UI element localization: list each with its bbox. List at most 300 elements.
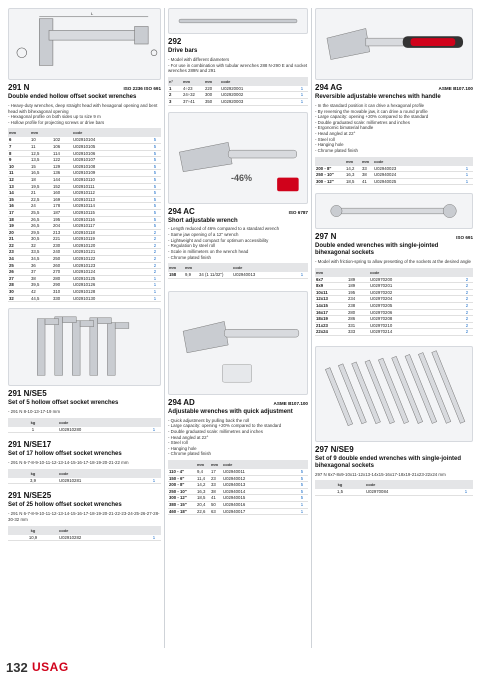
table-cell: 23 <box>8 249 30 256</box>
table-cell: 24 <box>30 203 52 210</box>
table-cell: U02910112 <box>72 190 149 197</box>
table-row <box>315 309 473 316</box>
desc-291n-se25: - 291 N 6-7-8-9-10-11-12-13-14-15-16-17-18-19-20-21-22-23-24-25-26-27-28-30-32 mm <box>8 511 160 522</box>
table-cell: 2 <box>149 236 161 243</box>
table-cell: 63 <box>210 508 222 515</box>
table-cell: U02940015 <box>222 495 296 502</box>
table-cell: 19,5 <box>30 183 52 190</box>
table-cell: 12x13 <box>315 296 347 303</box>
table-row <box>8 269 161 276</box>
standard-297n: ISO 691 <box>456 235 473 241</box>
table-row <box>8 282 161 289</box>
feature-item: - Regulation by steel roll <box>168 243 216 249</box>
diagram-dimension-label: L <box>91 11 94 16</box>
wrench-set-drawing <box>316 347 472 441</box>
feature-item: - Chrome plated finish <box>168 254 211 260</box>
table-cell: 1 <box>461 166 473 172</box>
table-cell: 1 <box>149 295 161 302</box>
table-cell: 234 <box>347 296 369 303</box>
col-range: mm <box>182 77 204 86</box>
table-cell: 2 <box>461 329 473 336</box>
table-cell: 21x23 <box>315 322 347 329</box>
cell-qty: 1 <box>459 489 473 495</box>
standard-294ag: ASME B107.100 <box>438 86 473 91</box>
table-cell: 17 <box>210 469 222 475</box>
table-cell: 2 <box>461 283 473 290</box>
table-cell: U02910125 <box>72 275 149 282</box>
table-cell: 12 <box>8 176 30 183</box>
table-cell: 34,5 <box>30 256 52 263</box>
table-cell: U02910106 <box>72 150 149 157</box>
table-cell: 160 <box>52 190 72 197</box>
table-cell: U02920002 <box>220 92 296 99</box>
table-cell: 42 <box>30 289 52 296</box>
table-cell: U02940024 <box>373 172 461 179</box>
standard-291n: ISO 2236 ISO 691 <box>123 86 161 91</box>
table-cell: 2 <box>461 277 473 283</box>
table-297n <box>315 268 473 336</box>
product-code-294ag: 294 AG <box>315 83 343 92</box>
features-294ac <box>168 226 308 260</box>
table-cell: 18 <box>30 176 52 183</box>
table-cell: 110 - 4" <box>168 469 196 475</box>
table-cell: U02910105 <box>72 143 149 150</box>
table-cell: 41 <box>361 178 373 185</box>
table-cell: U02910124 <box>72 269 149 276</box>
table-cell: 1 <box>149 275 161 282</box>
col-length <box>52 128 72 137</box>
table-cell: 29,5 <box>30 229 52 236</box>
col-opening: mm <box>210 460 222 469</box>
table-292 <box>168 77 308 106</box>
product-code-297n: 297 N <box>315 232 337 242</box>
table-cell: 152 <box>52 183 72 190</box>
table-cell: 14,2 <box>345 166 361 172</box>
table-cell: U02970201 <box>369 283 461 290</box>
cell-kg: 1,5 <box>315 489 365 495</box>
table-cell: 2 <box>149 242 161 249</box>
jointed-wrench-drawing <box>316 194 472 228</box>
feature-item: - Chrome plated finish <box>168 451 211 457</box>
table-cell: 2 <box>149 256 161 263</box>
table-row <box>315 322 473 329</box>
table-cell: 25,5 <box>30 209 52 216</box>
cell-qty: 1 <box>147 478 161 484</box>
feature-item: - Large capacity: opening +20% compared to the standard <box>315 114 429 120</box>
product-code-291n-se25: 291 N/SE25 <box>8 491 52 501</box>
table-cell: 36 <box>30 262 52 269</box>
table-cell: 250 <box>52 256 72 263</box>
table-cell: 18 <box>8 216 30 223</box>
table-row <box>315 172 473 179</box>
table-cell: 5 <box>149 170 161 177</box>
table-row <box>8 150 161 157</box>
table-cell: 331 <box>347 322 369 329</box>
table-cell: 200 - 8" <box>315 166 345 172</box>
table-cell: 290 <box>52 282 72 289</box>
table-cell: 136 <box>52 170 72 177</box>
table-cell: 10x11 <box>315 289 347 296</box>
table-cell: U02910109 <box>72 170 149 177</box>
table-cell: 10 <box>30 137 52 143</box>
table-row <box>8 190 161 197</box>
cell-qty: 1 <box>296 272 308 278</box>
table-cell: 102 <box>52 137 72 143</box>
features-291n <box>8 103 161 126</box>
col-code: code <box>365 480 459 489</box>
table-cell: 32 <box>30 242 52 249</box>
table-cell: 17 <box>8 209 30 216</box>
adjustable-wrench-drawing <box>169 292 307 394</box>
table-cell: U02970200 <box>369 277 461 283</box>
feature-item: - Head angled at 22° <box>168 434 209 440</box>
feature-item: - Model with friction-spring to allow presetting of the sockets at the desired angle <box>315 259 471 265</box>
feature-item: - Large capacity: opening +20% compared to the standard <box>168 423 282 429</box>
table-cell: 8 <box>8 150 30 157</box>
table-cell: U02910121 <box>72 249 149 256</box>
cell-kg: 10,9 <box>8 535 58 541</box>
table-cell: 32 <box>8 295 30 302</box>
table-cell: 150 - 6" <box>168 475 196 482</box>
table-cell: 18x19 <box>315 316 347 323</box>
cell-code: U02940013 <box>232 272 296 278</box>
table-cell: U02920003 <box>220 98 296 105</box>
feature-item: - By reversing the movable jaw, it can drive a round profile <box>315 108 428 114</box>
feature-item: - Scale in millimeters on the wrench head <box>168 248 249 254</box>
table-cell: U02910116 <box>72 216 149 223</box>
adjustable-wrench-drawing <box>169 113 307 203</box>
feature-item: - Double graduated scale: millimetres and inches <box>315 119 410 125</box>
table-cell: 5 <box>149 176 161 183</box>
table-cell: 9 <box>8 157 30 164</box>
table-row <box>8 196 161 203</box>
features-292 <box>168 57 308 74</box>
title-297n-se9: Set of 9 double ended wrenches with single-jointed bihexagonal sockets <box>315 456 462 469</box>
table-cell: 2 <box>461 322 473 329</box>
table-cell: 44,5 <box>30 295 52 302</box>
col-size <box>168 460 196 469</box>
table-row <box>315 489 473 495</box>
table-cell: 350 <box>204 98 220 105</box>
table-cell: U02910107 <box>72 157 149 164</box>
table-row <box>8 427 161 433</box>
table-cell: U02940017 <box>222 508 296 515</box>
table-row <box>8 157 161 164</box>
table-cell: 26,5 <box>30 223 52 230</box>
table-cell: 33 <box>210 482 222 489</box>
table-cell: 333 <box>347 329 369 336</box>
table-cell: 1 <box>168 86 182 92</box>
table-cell: U02910110 <box>72 176 149 183</box>
table-cell: 5 <box>149 183 161 190</box>
table-cell: 1 <box>296 86 308 92</box>
table-cell: 33,5 <box>30 249 52 256</box>
table-cell: 189 <box>347 277 369 283</box>
table-cell: 221 <box>52 236 72 243</box>
feature-item: - Head angled at 22° <box>315 131 356 137</box>
table-cell: 189 <box>347 283 369 290</box>
col-size <box>315 157 345 166</box>
column-right <box>315 8 473 496</box>
col-qty <box>296 460 308 469</box>
wrench-294ag-image <box>315 8 473 80</box>
title-294ag: Reversible adjustable wrenches with handle <box>315 94 441 100</box>
table-cell: U02910113 <box>72 196 149 203</box>
col-code: code <box>58 526 147 535</box>
col-qty <box>459 480 473 489</box>
table-297n-se9 <box>315 480 473 496</box>
table-cell: 1 <box>296 508 308 515</box>
table-cell: 169 <box>52 196 72 203</box>
table-cell: 5 <box>296 475 308 482</box>
col-length: mm <box>168 263 184 272</box>
wrench-297n-image <box>315 193 473 229</box>
table-cell: 270 <box>52 269 72 276</box>
table-cell: 286 <box>347 316 369 323</box>
table-cell: 20,4 <box>196 502 210 509</box>
table-cell: 13 <box>8 183 30 190</box>
table-cell: 16 <box>8 203 30 210</box>
table-cell: 250 - 10" <box>315 172 345 179</box>
table-cell: 22,6 <box>196 508 210 515</box>
col-diameter: mm <box>30 128 52 137</box>
table-cell: 39,5 <box>30 282 52 289</box>
feature-item: - Double graduated scale: millimetres and inches <box>168 428 263 434</box>
brand-logo: USAG <box>32 660 69 674</box>
title-291n-se25: Set of 25 hollow offset socket wrenches <box>8 502 122 509</box>
table-cell: 280 <box>347 309 369 316</box>
table-cell: 1 <box>149 282 161 289</box>
table-cell: 13,5 <box>30 157 52 164</box>
product-code-292: 292 <box>168 37 182 46</box>
table-row <box>315 289 473 296</box>
table-cell: 204 <box>52 223 72 230</box>
table-cell: 213 <box>52 229 72 236</box>
col-kg: kg <box>8 418 58 427</box>
table-cell: 16x17 <box>315 309 347 316</box>
table-cell: 14,2 <box>196 482 210 489</box>
table-row <box>168 502 308 509</box>
table-cell: 11 <box>8 170 30 177</box>
feature-item: - In the standard position it can drive a hexagonal profile <box>315 102 425 108</box>
cell-qty: 1 <box>147 535 161 541</box>
table-cell: U02970206 <box>369 309 461 316</box>
table-cell: 10 <box>8 163 30 170</box>
table-cell: 300 - 12" <box>168 495 196 502</box>
table-cell: 195 <box>347 289 369 296</box>
drive-bar-image <box>168 8 308 34</box>
product-code-291n-se17: 291 N/SE17 <box>8 440 52 450</box>
table-row <box>8 295 161 302</box>
table-row <box>8 209 161 216</box>
table-row <box>315 329 473 336</box>
table-row <box>8 256 161 263</box>
table-cell: U02910126 <box>72 282 149 289</box>
table-row <box>168 272 308 278</box>
table-cell: 238 <box>347 303 369 310</box>
title-291n-se17: Set of 17 hollow offset socket wrenches <box>8 451 122 458</box>
desc-291n-se5: - 291 N 8-10-13-17-19 mm <box>8 409 60 415</box>
table-cell: 27 <box>8 275 30 282</box>
table-cell: 250 - 10" <box>168 488 196 495</box>
table-cell: 460 - 18" <box>168 508 196 515</box>
table-cell: 5 <box>149 143 161 150</box>
table-row <box>315 316 473 323</box>
table-cell: U02910114 <box>72 203 149 210</box>
wrench-set-drawing <box>9 309 160 385</box>
table-291n-se17 <box>8 469 161 485</box>
table-cell: 300 - 12" <box>315 178 345 185</box>
table-cell: U02940011 <box>222 469 296 475</box>
table-cell: 28 <box>8 282 30 289</box>
table-cell: 5 <box>149 163 161 170</box>
cell-code: U02970084 <box>365 489 459 495</box>
product-code-294ac: 294 AC <box>168 206 195 216</box>
col-thickness: mm <box>184 263 198 272</box>
table-row <box>315 283 473 290</box>
table-cell: 5 <box>149 223 161 230</box>
feature-item: - Length reduced of 46% compared to a standard wrench <box>168 226 280 232</box>
table-cell: 16,3 <box>345 172 361 179</box>
table-cell: 5 <box>149 137 161 143</box>
col-length <box>347 268 369 277</box>
table-cell: 5 <box>149 157 161 164</box>
table-cell: U02910128 <box>72 289 149 296</box>
table-cell: 14x15 <box>315 303 347 310</box>
feature-item: - Model with different diameters <box>168 56 230 62</box>
cell-code: U02910282 <box>58 535 147 541</box>
table-cell: 4÷23 <box>182 86 204 92</box>
table-cell: 21 <box>8 236 30 243</box>
col-qty <box>147 418 161 427</box>
feature-item: - Steel roll <box>168 440 188 446</box>
table-cell: U02940014 <box>222 488 296 495</box>
set-297n-se9-image <box>315 346 473 442</box>
feature-item: - Hexagonal profile on both sides up to size 9 m <box>8 114 101 120</box>
table-cell: 5 <box>149 196 161 203</box>
table-row <box>8 229 161 236</box>
table-cell: U02910117 <box>72 223 149 230</box>
page-number: 132 <box>6 660 28 675</box>
table-cell: 3 <box>168 98 182 105</box>
drive-bar-drawing <box>169 9 307 33</box>
table-cell: 37 <box>30 269 52 276</box>
table-cell: 122 <box>52 157 72 164</box>
standard-294ac: ISO 6787 <box>288 209 308 215</box>
col-qty <box>296 77 308 86</box>
table-291n <box>8 128 161 302</box>
table-cell: 380 - 15" <box>168 502 196 509</box>
cell-length: 158 <box>168 272 184 278</box>
table-row <box>315 296 473 303</box>
col-qty <box>147 469 161 478</box>
table-cell: U02970208 <box>369 316 461 323</box>
feature-item: - Ergonomic bimaterial handle <box>315 125 374 131</box>
desc-291n-se17: - 291 N 6-7-8-9-10-11-12-13-14-15-16-17-18-19-20-21-22 mm <box>8 460 129 466</box>
table-cell: U02910118 <box>72 229 149 236</box>
col-opening: mm <box>361 157 373 166</box>
table-cell: 2 <box>149 269 161 276</box>
title-292: Drive bars <box>168 48 198 54</box>
col-thickness: mm <box>345 157 361 166</box>
cell-code: U02910281 <box>58 478 147 484</box>
table-cell: 25 <box>8 262 30 269</box>
table-cell: 187 <box>52 209 72 216</box>
col-qty <box>461 268 473 277</box>
product-code-291n-se5: 291 N/SE5 <box>8 389 47 399</box>
col-code: code <box>222 460 296 469</box>
table-cell: 24 <box>8 256 30 263</box>
table-row <box>8 242 161 249</box>
table-cell: 38 <box>30 275 52 282</box>
table-cell: U02910115 <box>72 209 149 216</box>
table-row <box>8 535 161 541</box>
table-row <box>8 183 161 190</box>
col-code: code <box>58 469 147 478</box>
features-294ad <box>168 418 308 457</box>
table-cell: 50 <box>210 502 222 509</box>
col-size: mm <box>8 128 30 137</box>
table-cell: 230 <box>52 242 72 249</box>
table-cell: U02920001 <box>220 86 296 92</box>
table-row <box>168 475 308 482</box>
table-cell: 220 <box>204 86 220 92</box>
table-cell: 8x9 <box>315 283 347 290</box>
table-cell: U02940012 <box>222 475 296 482</box>
col-qty <box>296 263 308 272</box>
table-cell: 2 <box>149 229 161 236</box>
col-qty <box>461 157 473 166</box>
feature-item: - Hanging hole <box>315 142 344 148</box>
table-row <box>8 223 161 230</box>
standard-294ad: ASME B107.100 <box>273 400 308 406</box>
table-row <box>168 495 308 502</box>
col-kg: kg <box>8 469 58 478</box>
feature-item: - Steel roll <box>315 136 335 142</box>
table-cell: U02970210 <box>369 322 461 329</box>
table-cell: 26,5 <box>30 216 52 223</box>
table-294ac <box>168 263 308 279</box>
table-cell: 24÷32 <box>182 92 204 99</box>
table-cell: 129 <box>52 163 72 170</box>
table-cell: 38 <box>210 488 222 495</box>
table-cell: 1 <box>296 502 308 509</box>
column-left <box>8 8 161 541</box>
wrench-294ad-image <box>168 291 308 395</box>
feature-item: - Hollow profile for projecting screws or drive bars <box>8 119 105 125</box>
col-code: code <box>220 77 296 86</box>
table-cell: 11 <box>30 143 52 150</box>
table-row <box>8 275 161 282</box>
col-code: code <box>58 418 147 427</box>
table-cell: 1 <box>296 92 308 99</box>
table-cell: 300 <box>204 92 220 99</box>
table-cell: 2 <box>461 303 473 310</box>
table-cell: 5 <box>149 150 161 157</box>
table-row <box>8 143 161 150</box>
table-cell: 260 <box>52 262 72 269</box>
table-cell: U02910120 <box>72 242 149 249</box>
table-cell: 1 <box>296 98 308 105</box>
reversible-wrench-drawing <box>316 9 472 79</box>
page-footer <box>0 657 480 679</box>
col-code: code <box>373 157 461 166</box>
col-kg: kg <box>315 480 365 489</box>
table-cell: 30 <box>8 289 30 296</box>
table-cell: 5 <box>149 209 161 216</box>
table-cell: 6 <box>8 137 30 143</box>
table-cell: 1 <box>461 172 473 179</box>
